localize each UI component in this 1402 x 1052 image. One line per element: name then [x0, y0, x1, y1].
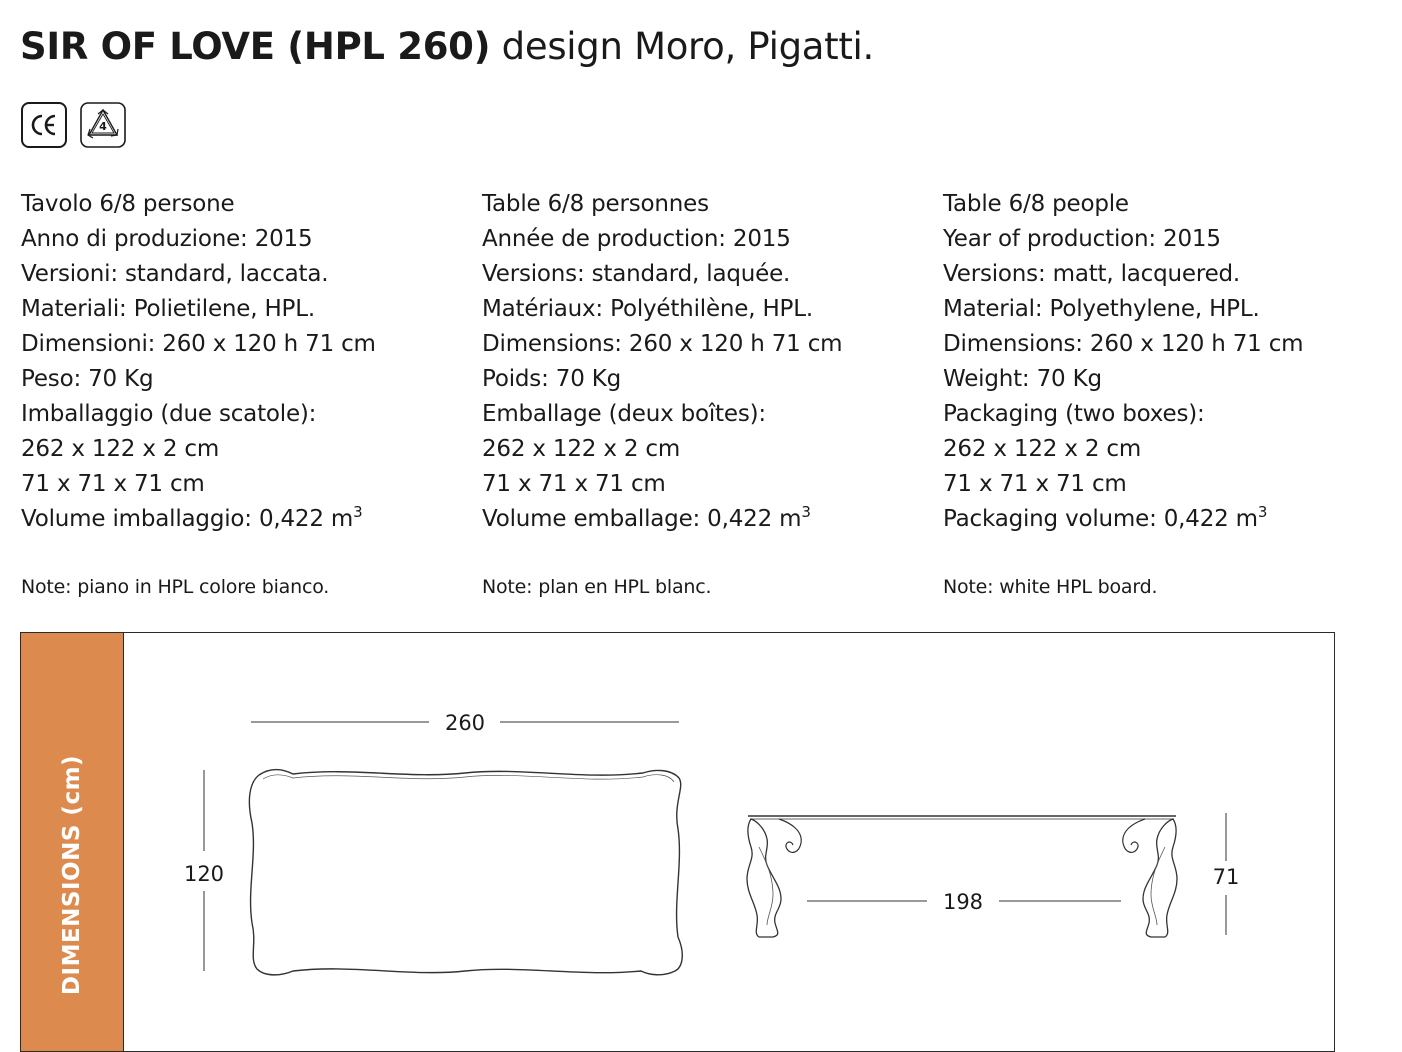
- spec-line: Packaging (two boxes):: [943, 401, 1205, 427]
- spec-line: 262 x 122 x 2 cm: [943, 436, 1142, 462]
- spec-line: Year of production: 2015: [943, 226, 1221, 252]
- side-view-span-dimension: [807, 890, 1121, 914]
- packaging-volume: Volume emballage: 0,422 $m^3$: [482, 503, 811, 532]
- spec-line: Table 6/8 people: [943, 191, 1129, 217]
- spec-line: Weight: 70 Kg: [943, 366, 1102, 392]
- leg-span-label: 198: [942, 890, 984, 914]
- spec-line: Versions: standard, laquée.: [482, 261, 791, 287]
- specs-column-fr: [482, 187, 922, 601]
- spec-line: Imballaggio (due scatole):: [21, 401, 317, 427]
- spec-note: Note: plan en HPL blanc.: [482, 576, 712, 598]
- left-leg: [747, 819, 781, 937]
- spec-line: Table 6/8 personnes: [482, 191, 709, 217]
- spec-line: Dimensions: 260 x 120 h 71 cm: [943, 331, 1304, 357]
- packaging-volume: Volume imballaggio: 0,422 $m^3$: [21, 503, 363, 532]
- right-leg: [1143, 819, 1177, 937]
- spec-line: 262 x 122 x 2 cm: [21, 436, 220, 462]
- spec-note: Note: piano in HPL colore bianco.: [21, 576, 330, 598]
- spec-line: Matériaux: Polyéthilène, HPL.: [482, 296, 813, 322]
- spec-line: 71 x 71 x 71 cm: [21, 471, 205, 497]
- spec-line: 71 x 71 x 71 cm: [482, 471, 666, 497]
- spec-line: Année de production: 2015: [482, 226, 791, 252]
- spec-line: 262 x 122 x 2 cm: [482, 436, 681, 462]
- ce-mark-icon: [21, 102, 67, 148]
- spec-line: Anno di produzione: 2015: [21, 226, 313, 252]
- length-label: 260: [444, 711, 486, 735]
- spec-line: Dimensions: 260 x 120 h 71 cm: [482, 331, 843, 357]
- height-label: 71: [1212, 865, 1240, 889]
- spec-line: Dimensioni: 260 x 120 h 71 cm: [21, 331, 376, 357]
- dimensions-panel: [20, 632, 1335, 1052]
- spec-line: Versioni: standard, laccata.: [21, 261, 329, 287]
- spec-line: Versions: matt, lacquered.: [943, 261, 1241, 287]
- top-view-width-dimension: [184, 770, 224, 971]
- top-view-length-dimension: [251, 711, 679, 735]
- recycle-code: 4: [99, 120, 107, 133]
- spec-line: 71 x 71 x 71 cm: [943, 471, 1127, 497]
- product-name: SIR OF LOVE (HPL 260): [20, 25, 491, 68]
- spec-line: Emballage (deux boîtes):: [482, 401, 766, 427]
- width-label: 120: [183, 862, 225, 886]
- specs-column-en: [943, 187, 1383, 601]
- spec-line: Peso: 70 Kg: [21, 366, 154, 392]
- spec-line: Tavolo 6/8 persone: [21, 191, 235, 217]
- table-top-outline: [249, 770, 682, 975]
- technical-drawing: [21, 633, 1334, 1023]
- side-view-height-dimension: [1213, 813, 1240, 935]
- page-title: [20, 22, 874, 72]
- spec-line: Materiali: Polietilene, HPL.: [21, 296, 315, 322]
- spec-line: Material: Polyethylene, HPL.: [943, 296, 1260, 322]
- recycle-4-icon: [80, 102, 126, 148]
- spec-note: Note: white HPL board.: [943, 576, 1158, 598]
- spec-line: Poids: 70 Kg: [482, 366, 622, 392]
- packaging-volume: Packaging volume: 0,422 $m^3$: [943, 503, 1268, 532]
- designer-credit: design Moro, Pigatti.: [501, 25, 874, 68]
- dimensions-label: DIMENSIONS (cm): [59, 754, 85, 996]
- side-view-table: [747, 816, 1177, 937]
- specs-column-it: [21, 187, 461, 601]
